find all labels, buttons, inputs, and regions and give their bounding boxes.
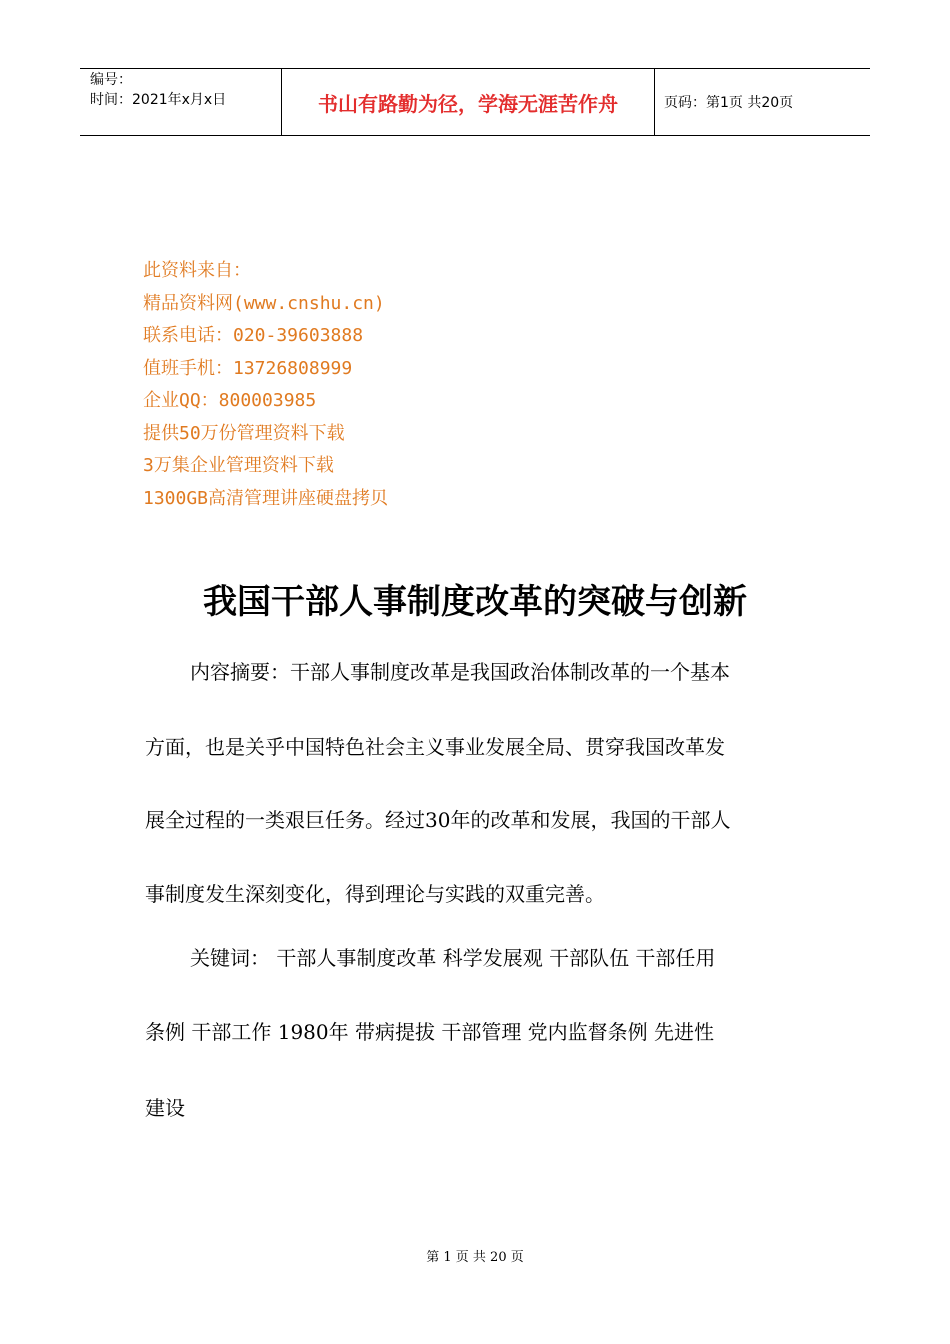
keywords-line: 建设 — [145, 1096, 185, 1120]
promo-line: 提供50万份管理资料下载 — [143, 422, 345, 444]
header-motto: 书山有路勤为径，学海无涯苦作舟 — [318, 91, 618, 116]
abstract-line: 方面，也是关乎中国特色社会主义事业发展全局、贯穿我国改革发 — [145, 735, 725, 759]
abstract-line: 事制度发生深刻变化，得到理论与实践的双重完善。 — [145, 882, 605, 906]
document-title: 我国干部人事制度改革的突破与创新 — [203, 582, 747, 622]
page-footer: 第 1 页 共 20 页 — [426, 1250, 524, 1265]
header-page-info: 页码：第1页 共20页 — [664, 95, 794, 111]
abstract-line: 内容摘要：干部人事制度改革是我国政治体制改革的一个基本 — [190, 660, 730, 684]
promo-line: 3万集企业管理资料下载 — [143, 455, 334, 476]
promo-line: 值班手机：13726808999 — [143, 357, 353, 379]
promo-line: 此资料来自： — [143, 260, 251, 281]
header-number-label: 编号： — [90, 72, 132, 88]
header-time-label: 时间：2021年x月x日 — [90, 92, 227, 108]
abstract-line: 展全过程的一类艰巨任务。经过30年的改革和发展，我国的干部人 — [145, 808, 731, 832]
header-meta — [90, 70, 226, 110]
keywords-line: 关键词： 干部人事制度改革 科学发展观 干部队伍 干部任用 — [190, 946, 716, 970]
promo-line: 精品资料网(www.cnshu.cn) — [143, 292, 385, 314]
promo-line: 企业QQ：800003985 — [143, 390, 317, 411]
promo-line: 联系电话：020-39603888 — [143, 325, 364, 346]
keywords-line: 条例 干部工作 1980年 带病提拔 干部管理 党内监督条例 先进性 — [145, 1020, 715, 1044]
header-divider-right — [654, 68, 655, 136]
promo-line: 1300GB高清管理讲座硬盘拷贝 — [143, 487, 389, 509]
promo-block — [143, 255, 388, 515]
